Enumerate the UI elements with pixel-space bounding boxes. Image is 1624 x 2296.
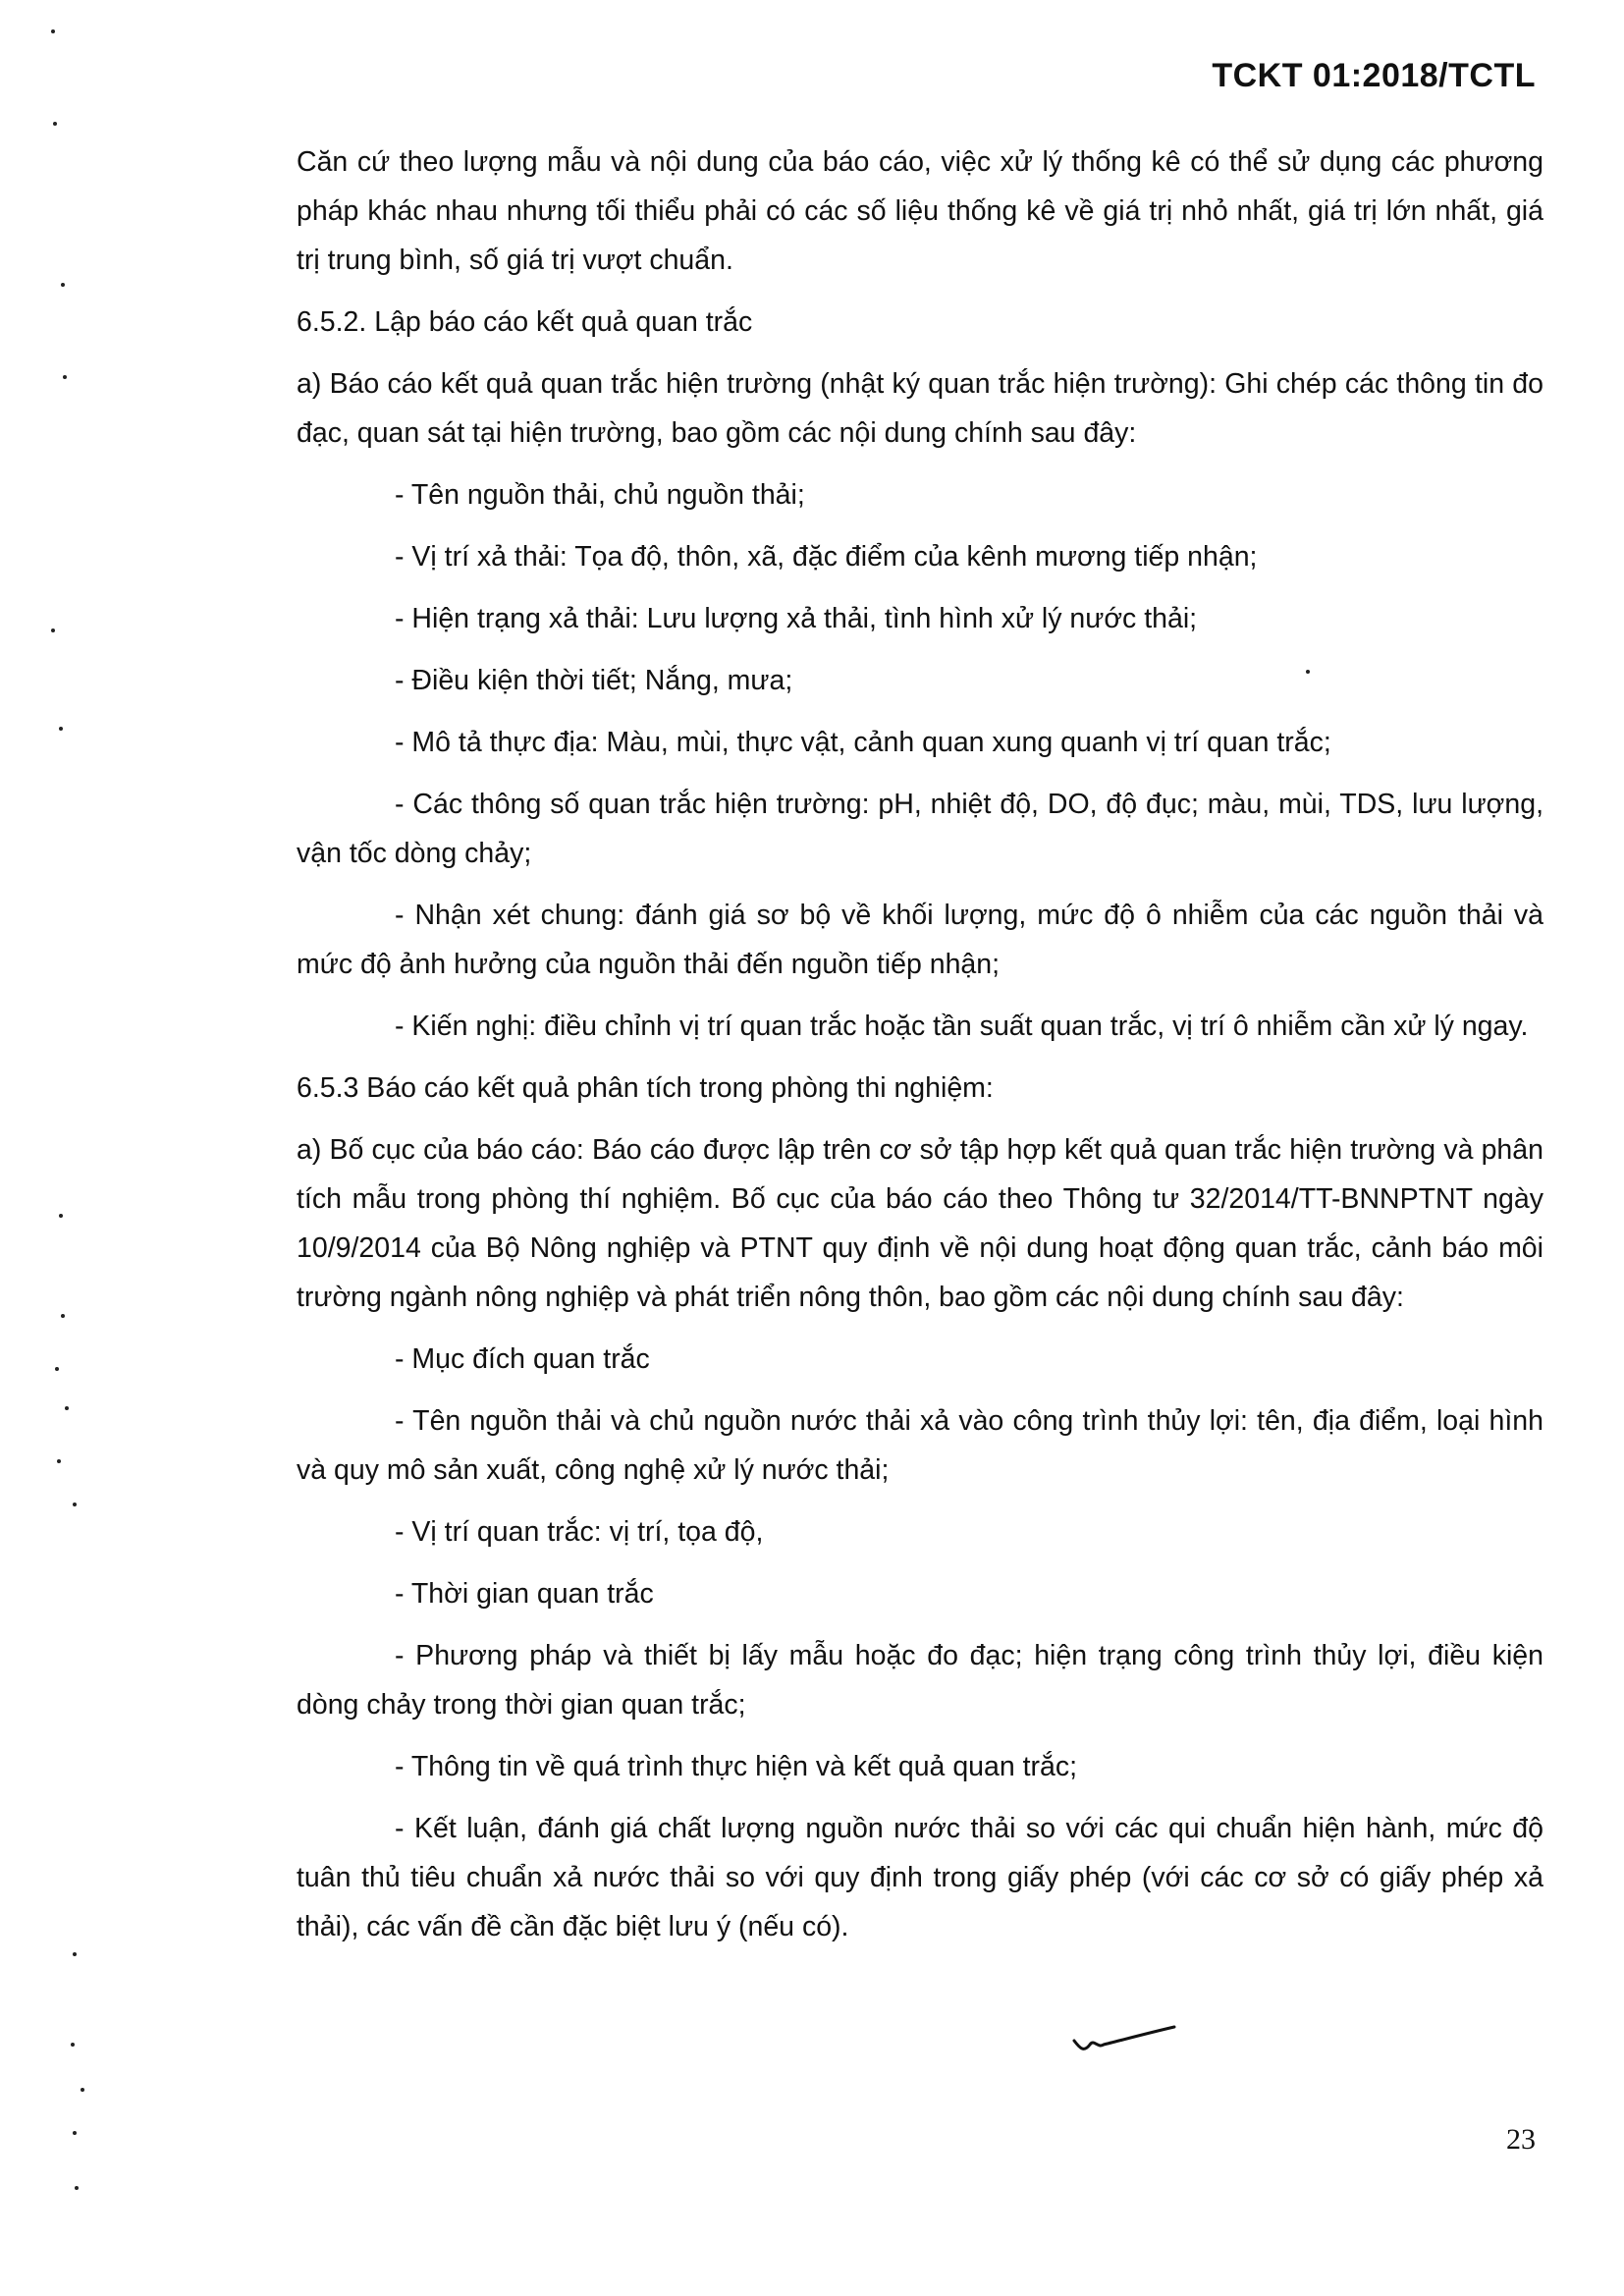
- scan-speck: [55, 1367, 59, 1371]
- scan-speck: [53, 122, 57, 126]
- scan-speck: [61, 283, 65, 287]
- paragraph-field-report: a) Báo cáo kết quả quan trắc hiện trường (nhật ký quan trắc hiện trường): Ghi chép các thông tin đo đạc, quan sát tại hiện trường, bao gồm các nội dung chính sau đây:: [297, 368, 1543, 449]
- scan-speck: [71, 2043, 75, 2047]
- scan-speck: [51, 29, 55, 33]
- section-heading-6-5-3: 6.5.3 Báo cáo kết quả phân tích trong phòng thi nghiệm:: [297, 1072, 994, 1104]
- scan-speck: [81, 2088, 84, 2092]
- scan-speck: [57, 1459, 61, 1463]
- list-item: - Điều kiện thời tiết; Nắng, mưa;: [395, 665, 793, 696]
- scan-speck: [65, 1406, 69, 1410]
- section-heading-6-5-2: 6.5.2. Lập báo cáo kết quả quan trắc: [297, 306, 753, 338]
- list-item: - Các thông số quan trắc hiện trường: pH, nhiệt độ, DO, độ đục; màu, mùi, TDS, lưu lượng, vận tốc dòng chảy;: [297, 789, 1543, 869]
- scan-speck: [75, 2186, 79, 2190]
- paragraph-report-layout: a) Bố cục của báo cáo: Báo cáo được lập trên cơ sở tập hợp kết quả quan trắc hiện trường và phân tích mẫu trong phòng thí nghiệm. Bố cục của báo cáo theo Thông tư 32/2014/TT-BNNPTNT ngày 10/9/2014 của Bộ Nông nghiệp và PTNT quy định về nội dung hoạt động quan trắc, cảnh báo môi trường ngành nông nghiệp và phát triển nông thôn, bao gồm các nội dung chính sau đây:: [297, 1134, 1543, 1313]
- list-item: - Phương pháp và thiết bị lấy mẫu hoặc đo đạc; hiện trạng công trình thủy lợi, điều kiện dòng chảy trong thời gian quan trắc;: [297, 1640, 1543, 1721]
- list-item: - Kết luận, đánh giá chất lượng nguồn nước thải so với các qui chuẩn hiện hành, mức độ tuân thủ tiêu chuẩn xả nước thải so với quy định trong giấy phép (với các cơ sở có giấy phép xả thải), các vấn đề cần đặc biệt lưu ý (nếu có).: [297, 1813, 1543, 1942]
- scan-speck: [73, 1952, 77, 1956]
- document-code-header: TCKT 01:2018/TCTL: [1212, 57, 1536, 94]
- page-body: [297, 137, 1543, 1951]
- handwritten-initial-mark: [1070, 2019, 1178, 2063]
- list-item: - Thời gian quan trắc: [395, 1578, 654, 1610]
- scan-speck: [63, 375, 67, 379]
- paragraph-statistics: Căn cứ theo lượng mẫu và nội dung của báo cáo, việc xử lý thống kê có thể sử dụng các phương pháp khác nhau nhưng tối thiểu phải có các số liệu thống kê về giá trị nhỏ nhất, giá trị lớn nhất, giá trị trung bình, số giá trị vượt chuẩn.: [297, 146, 1543, 276]
- scan-speck: [61, 1314, 65, 1318]
- list-item: - Tên nguồn thải, chủ nguồn thải;: [395, 479, 805, 511]
- list-item: - Hiện trạng xả thải: Lưu lượng xả thải, tình hình xử lý nước thải;: [395, 603, 1198, 634]
- scan-speck: [1306, 670, 1310, 674]
- list-item: - Tên nguồn thải và chủ nguồn nước thải xả vào công trình thủy lợi: tên, địa điểm, loại hình và quy mô sản xuất, công nghệ xử lý nước thải;: [297, 1405, 1543, 1486]
- list-item: - Nhận xét chung: đánh giá sơ bộ về khối lượng, mức độ ô nhiễm của các nguồn thải và mức độ ảnh hưởng của nguồn thải đến nguồn tiếp nhận;: [297, 900, 1543, 980]
- scan-speck: [73, 1503, 77, 1506]
- scan-speck: [59, 1214, 63, 1218]
- list-item: - Mục đích quan trắc: [395, 1343, 650, 1375]
- page-number: 23: [1506, 2123, 1536, 2156]
- scan-speck: [59, 727, 63, 731]
- list-item: - Thông tin về quá trình thực hiện và kết quả quan trắc;: [395, 1751, 1078, 1782]
- list-item: - Vị trí xả thải: Tọa độ, thôn, xã, đặc điểm của kênh mương tiếp nhận;: [395, 541, 1258, 573]
- list-item: - Vị trí quan trắc: vị trí, tọa độ,: [395, 1516, 764, 1548]
- scan-speck: [51, 629, 55, 632]
- list-item: - Kiến nghị: điều chỉnh vị trí quan trắc hoặc tần suất quan trắc, vị trí ô nhiễm cần xử lý ngay.: [395, 1011, 1529, 1042]
- scan-speck: [73, 2131, 77, 2135]
- list-item: - Mô tả thực địa: Màu, mùi, thực vật, cảnh quan xung quanh vị trí quan trắc;: [395, 727, 1331, 758]
